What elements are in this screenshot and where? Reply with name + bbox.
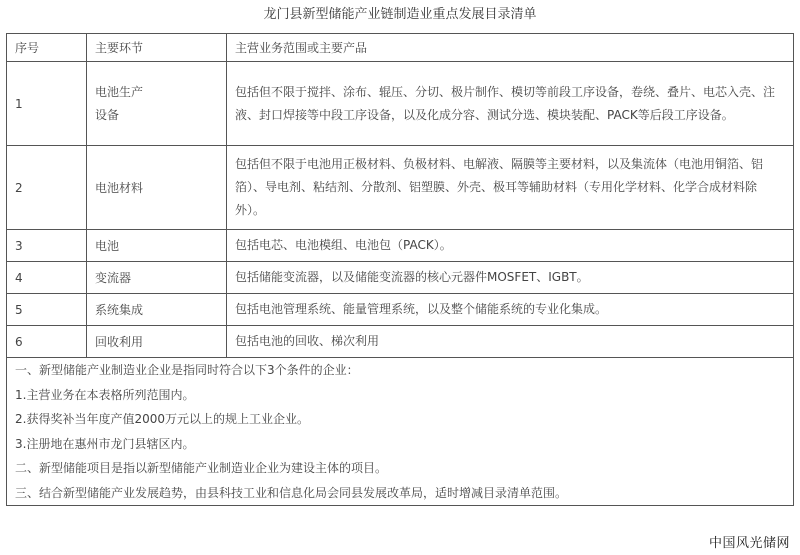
row-number: 4 [7, 262, 87, 294]
table-header-row [7, 34, 794, 62]
row-number: 5 [7, 294, 87, 326]
notes-row [7, 358, 794, 506]
header-cell-number: 序号 [7, 34, 87, 62]
table-row [7, 294, 794, 326]
note-line: 三、结合新型储能产业发展趋势，由县科技工业和信息化局会同县发展改革局，适时增减目录清单范围。 [15, 485, 568, 500]
table-row [7, 62, 794, 146]
row-stage: 回收利用 [87, 326, 227, 358]
header-cell-stage: 主要环节 [87, 34, 227, 62]
row-number: 3 [7, 230, 87, 262]
row-description: 包括电池的回收、梯次利用 [227, 326, 794, 358]
table-row [7, 326, 794, 358]
row-description: 包括电芯、电池模组、电池包（PACK）。 [227, 230, 794, 262]
row-stage-line: 电池生产 [95, 84, 144, 99]
note-line: 2.获得奖补当年度产值2000万元以上的规上工业企业。 [15, 412, 309, 426]
row-number: 2 [7, 146, 87, 230]
note-line: 一、新型储能产业制造业企业是指同时符合以下3个条件的企业： [15, 363, 359, 377]
row-stage: 系统集成 [87, 294, 227, 326]
row-description: 包括储能变流器，以及储能变流器的核心元器件MOSFET、IGBT。 [227, 262, 794, 294]
row-stage: 电池材料 [87, 146, 227, 230]
table-row [7, 262, 794, 294]
row-description: 包括但不限于搅拌、涂布、辊压、分切、极片制作、模切等前段工序设备，卷绕、叠片、电芯入壳、注液、封口焊接等中段工序设备，以及化成分容、测试分选、模块装配、PACK等后段工序设备。 [227, 62, 794, 146]
table-row [7, 146, 794, 230]
catalog-table [6, 33, 794, 506]
note-line: 3.注册地在惠州市龙门县辖区内。 [15, 436, 195, 451]
row-stage: 电池 [87, 230, 227, 262]
note-line: 二、新型储能项目是指以新型储能产业制造业企业为建设主体的项目。 [15, 461, 388, 475]
table-row [7, 230, 794, 262]
header-cell-description: 主营业务范围或主要产品 [227, 34, 794, 62]
row-stage [87, 62, 227, 146]
row-description: 包括电池管理系统、能量管理系统，以及整个储能系统的专业化集成。 [227, 294, 794, 326]
row-description: 包括但不限于电池用正极材料、负极材料、电解液、隔膜等主要材料，以及集流体（电池用铜箔、铝箔）、导电剂、粘结剂、分散剂、铝塑膜、外壳、极耳等辅助材料（专用化学材料、化学合成材料除外）。 [227, 146, 794, 230]
row-number: 6 [7, 326, 87, 358]
document-title: 龙门县新型储能产业链制造业重点发展目录清单 [263, 7, 537, 22]
row-stage-line: 设备 [95, 107, 120, 122]
watermark-logo: 中国风光储网 [708, 536, 790, 551]
row-stage: 变流器 [87, 262, 227, 294]
row-number: 1 [7, 62, 87, 146]
notes-cell [7, 358, 794, 506]
note-line: 1.主营业务在本表格所列范围内。 [15, 387, 195, 402]
